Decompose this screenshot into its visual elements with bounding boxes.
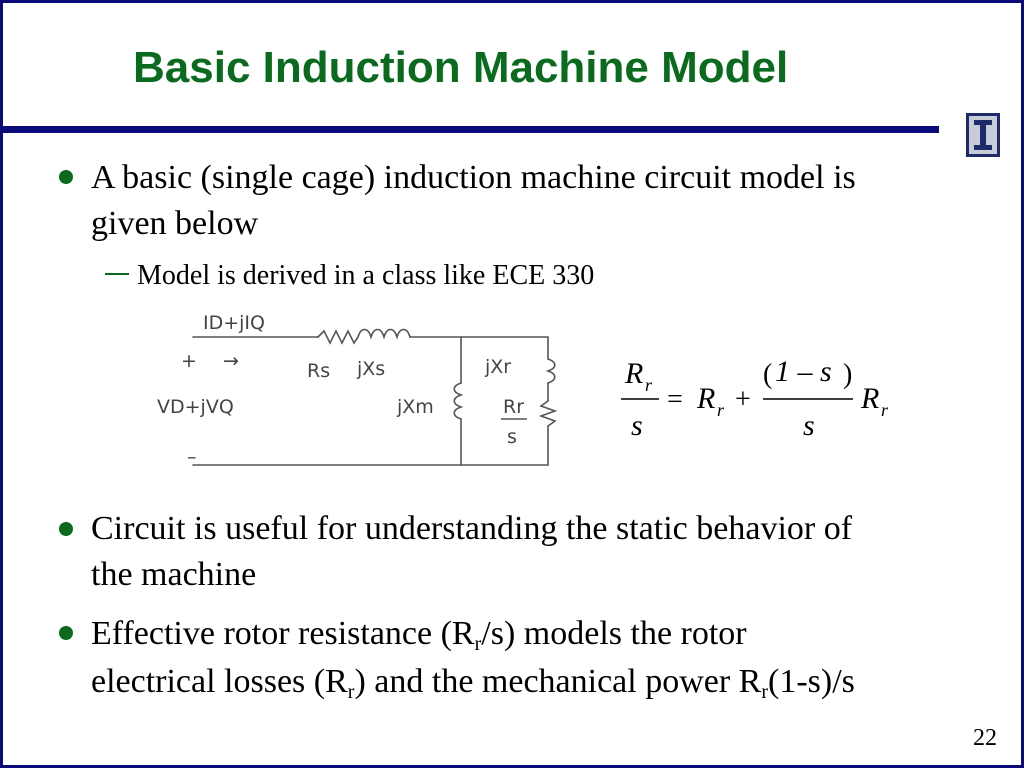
subscript: r [761,681,769,703]
formula-rr-numerator: R [625,357,644,390]
bullet-2-line-2: the machine [91,556,257,593]
bullet-3-text: electrical losses (R [91,663,348,700]
illinois-i-logo-icon [966,113,1000,157]
bullet-3-text: (1-s)/s [768,663,855,700]
sub-bullet-dash [105,273,129,275]
formula-rr-factor: R [861,382,880,415]
bullet-3-text: /s) models the rotor [481,615,747,652]
jxm-label: jXm [397,396,434,418]
bullet-1-line-2: given below [91,205,259,242]
rr-label: Rr [503,396,525,418]
page-number: 22 [973,725,997,751]
voltage-label: VD+jVQ [157,396,234,418]
rr-slip-label: s [507,426,517,448]
formula-one-minus-s: 1 – s [775,355,832,388]
bullet-dot [59,626,73,640]
formula-rr-factor-sub: r [881,400,889,420]
title-divider [3,126,939,133]
sub-bullet-text: Model is derived in a class like ECE 330 [137,260,595,291]
slide-title: Basic Induction Machine Model [133,43,789,92]
jxr-label: jXr [485,356,512,378]
bullet-1-line-1: A basic (single cage) induction machine circuit model is [91,159,856,196]
rotor-resistance-formula [613,343,913,453]
formula-rr-term-sub: r [717,400,725,420]
bullet-3-text: Effective rotor resistance (R [91,615,475,652]
current-label: ID+jIQ [203,312,265,334]
equivalent-circuit-diagram [143,301,573,476]
bullet-dot [59,522,73,536]
formula-rr-term: R [697,382,716,415]
minus-terminal: – [187,446,197,468]
formula-s-denominator: s [631,409,643,442]
rs-label: Rs [307,360,331,382]
bullet-3-line-2 [91,659,855,715]
plus-terminal: + [181,350,197,372]
subscript: r [474,633,482,655]
jxs-label: jXs [357,358,386,380]
formula-rparen: ) [843,359,853,390]
bullet-2-line-1: Circuit is useful for understanding the static behavior of [91,510,853,547]
formula-equals: = [667,384,683,415]
formula-s-denominator-2: s [803,409,815,442]
current-arrow-icon: → [223,350,239,372]
subscript: r [347,681,355,703]
bullet-dot [59,170,73,184]
formula-lparen: ( [763,359,773,390]
formula-plus: + [735,384,751,415]
bullet-3-text: ) and the mechanical power R [354,663,762,700]
formula-rr-sub: r [645,375,653,395]
